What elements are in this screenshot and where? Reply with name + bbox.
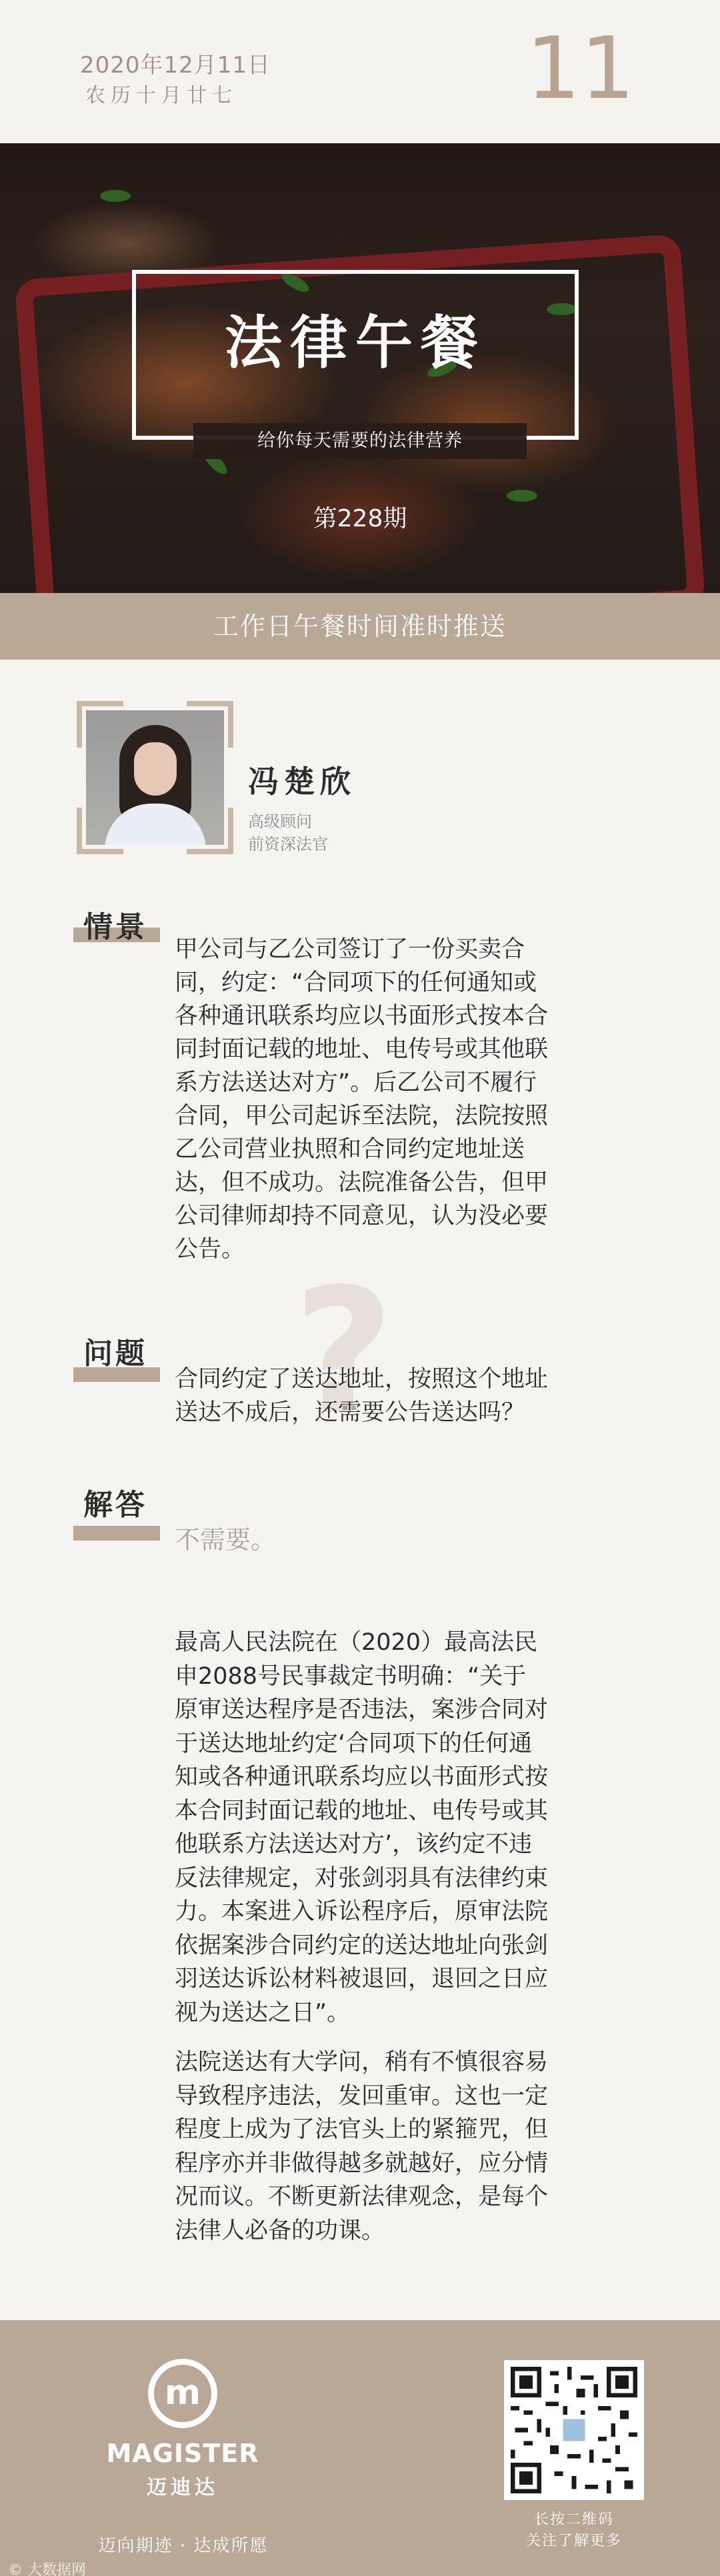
answer-paragraph-2: [175, 2046, 641, 2248]
text-line: 于送达地址约定‘合同项下的任何通: [175, 1730, 533, 1757]
text-line: 法律人必备的功课。: [175, 2217, 385, 2244]
frame-corner: [77, 701, 123, 706]
author-title: 高级顾问: [248, 812, 312, 831]
text-line: 达，但不成功。法院准备公告，但甲: [175, 1169, 549, 1196]
frame-corner: [187, 849, 233, 854]
author-name: 冯楚欣: [248, 764, 356, 800]
text-line: 况而议。不断更新法律观念，是每个: [175, 2184, 549, 2210]
question-label: 问题: [83, 1337, 147, 1371]
hero-banner: [0, 143, 720, 593]
brand-slogan: 迈向期迹 · 达成所愿: [98, 2536, 269, 2556]
text-line: 公告。: [175, 1236, 245, 1263]
text-line: 系方法送达对方”。后乙公司不履行: [175, 1069, 537, 1096]
footer: [0, 2320, 720, 2576]
text-line: 依据案涉合同约定的送达地址向张剑: [175, 1932, 549, 1959]
section-label-underline: [73, 1526, 160, 1541]
text-line: 程度上成为了法官头上的紧箍咒，但: [175, 2116, 549, 2143]
text-line: 程序亦并非做得越多就越好，应分情: [175, 2150, 549, 2177]
text-line: 本合同封面记载的地址、电传号或其: [175, 1797, 549, 1824]
text-line: 知或各种通讯联系均应以书面形式按: [175, 1764, 549, 1790]
text-line: 甲公司与乙公司签订了一份买卖合: [175, 936, 525, 963]
day-number: 11: [526, 19, 635, 119]
qr-code-icon: [511, 2367, 637, 2493]
text-line: 法院送达有大学问，稍有不慎很容易: [175, 2049, 549, 2076]
issue-number: 第228期: [313, 505, 407, 532]
text-line: 反法律规定，对张剑羽具有法律约束: [175, 1864, 549, 1892]
answer-short: 不需要。: [175, 1525, 277, 1555]
schedule-banner: 工作日午餐时间准时推送: [0, 593, 720, 660]
text-line: 最高人民法院在（2020）最高法民: [175, 1629, 538, 1656]
brand-name: MAGISTER: [106, 2439, 259, 2468]
text-line: 乙公司营业执照和合同约定地址送: [175, 1136, 525, 1163]
date-header: [0, 0, 720, 143]
text-line: 同，约定：“合同项下的任何通知或: [175, 969, 537, 996]
author-photo-frame: [77, 701, 233, 854]
text-line: 原审送达程序是否违法，案涉合同对: [175, 1696, 549, 1723]
frame-corner: [187, 701, 233, 706]
hero-subtitle: 给你每天需要的法律营养: [193, 423, 527, 459]
text-line: 视为送达之日”。: [175, 1999, 351, 2026]
text-line: 同封面记载的地址、电传号或其他联: [175, 1036, 549, 1063]
text-line: 各种通讯联系均应以书面形式按本合: [175, 1003, 549, 1029]
answer-label: 解答: [83, 1488, 147, 1522]
author-photo: [86, 710, 224, 845]
scenario-text: [175, 933, 641, 1266]
frame-corner: [77, 849, 123, 854]
author-background: 前资深法官: [248, 835, 328, 854]
brand-name-cn: 迈迪达: [147, 2476, 219, 2499]
text-line: 送达不成后，还需要公告送达吗？: [175, 1399, 525, 1426]
text-line: 羽送达诉讼材料被退回，退回之日应: [175, 1966, 549, 1992]
qr-code[interactable]: [504, 2360, 644, 2500]
lunar-date-text: 农历十月廿七: [85, 84, 237, 107]
scenario-label: 情景: [83, 910, 147, 944]
text-line: 导致程序违法，发回重审。这也一定: [175, 2082, 549, 2110]
frame-corner: [228, 701, 233, 748]
frame-corner: [77, 808, 82, 854]
magister-logo-icon: m: [148, 2359, 217, 2428]
text-line: 合同，甲公司起诉至法院，法院按照: [175, 1103, 549, 1129]
question-mark-icon: ?: [293, 1252, 394, 1453]
text-line: 合同约定了送达地址，按照这个地址: [175, 1366, 549, 1393]
author-photo-face: [134, 742, 177, 796]
frame-corner: [77, 701, 82, 748]
date-text: 2020年12月11日: [80, 52, 271, 79]
qr-caption: 长按二维码: [533, 2511, 614, 2528]
text-line: 申2088号民事裁定书明确：“关于: [175, 1662, 527, 1690]
qr-caption: 关注了解更多: [525, 2533, 622, 2549]
question-text: [175, 1363, 641, 1429]
text-line: 力。本案进入诉讼程序后，原审法院: [175, 1898, 549, 1925]
answer-paragraph-1: [175, 1626, 641, 2030]
text-line: 他联系方法送达对方’，该约定不违: [175, 1831, 533, 1858]
hero-title: 法律午餐: [225, 310, 486, 376]
frame-corner: [228, 808, 233, 854]
text-line: 公司律师却持不同意见，认为没必要: [175, 1203, 549, 1229]
watermark: © 大数据网: [8, 2562, 86, 2576]
